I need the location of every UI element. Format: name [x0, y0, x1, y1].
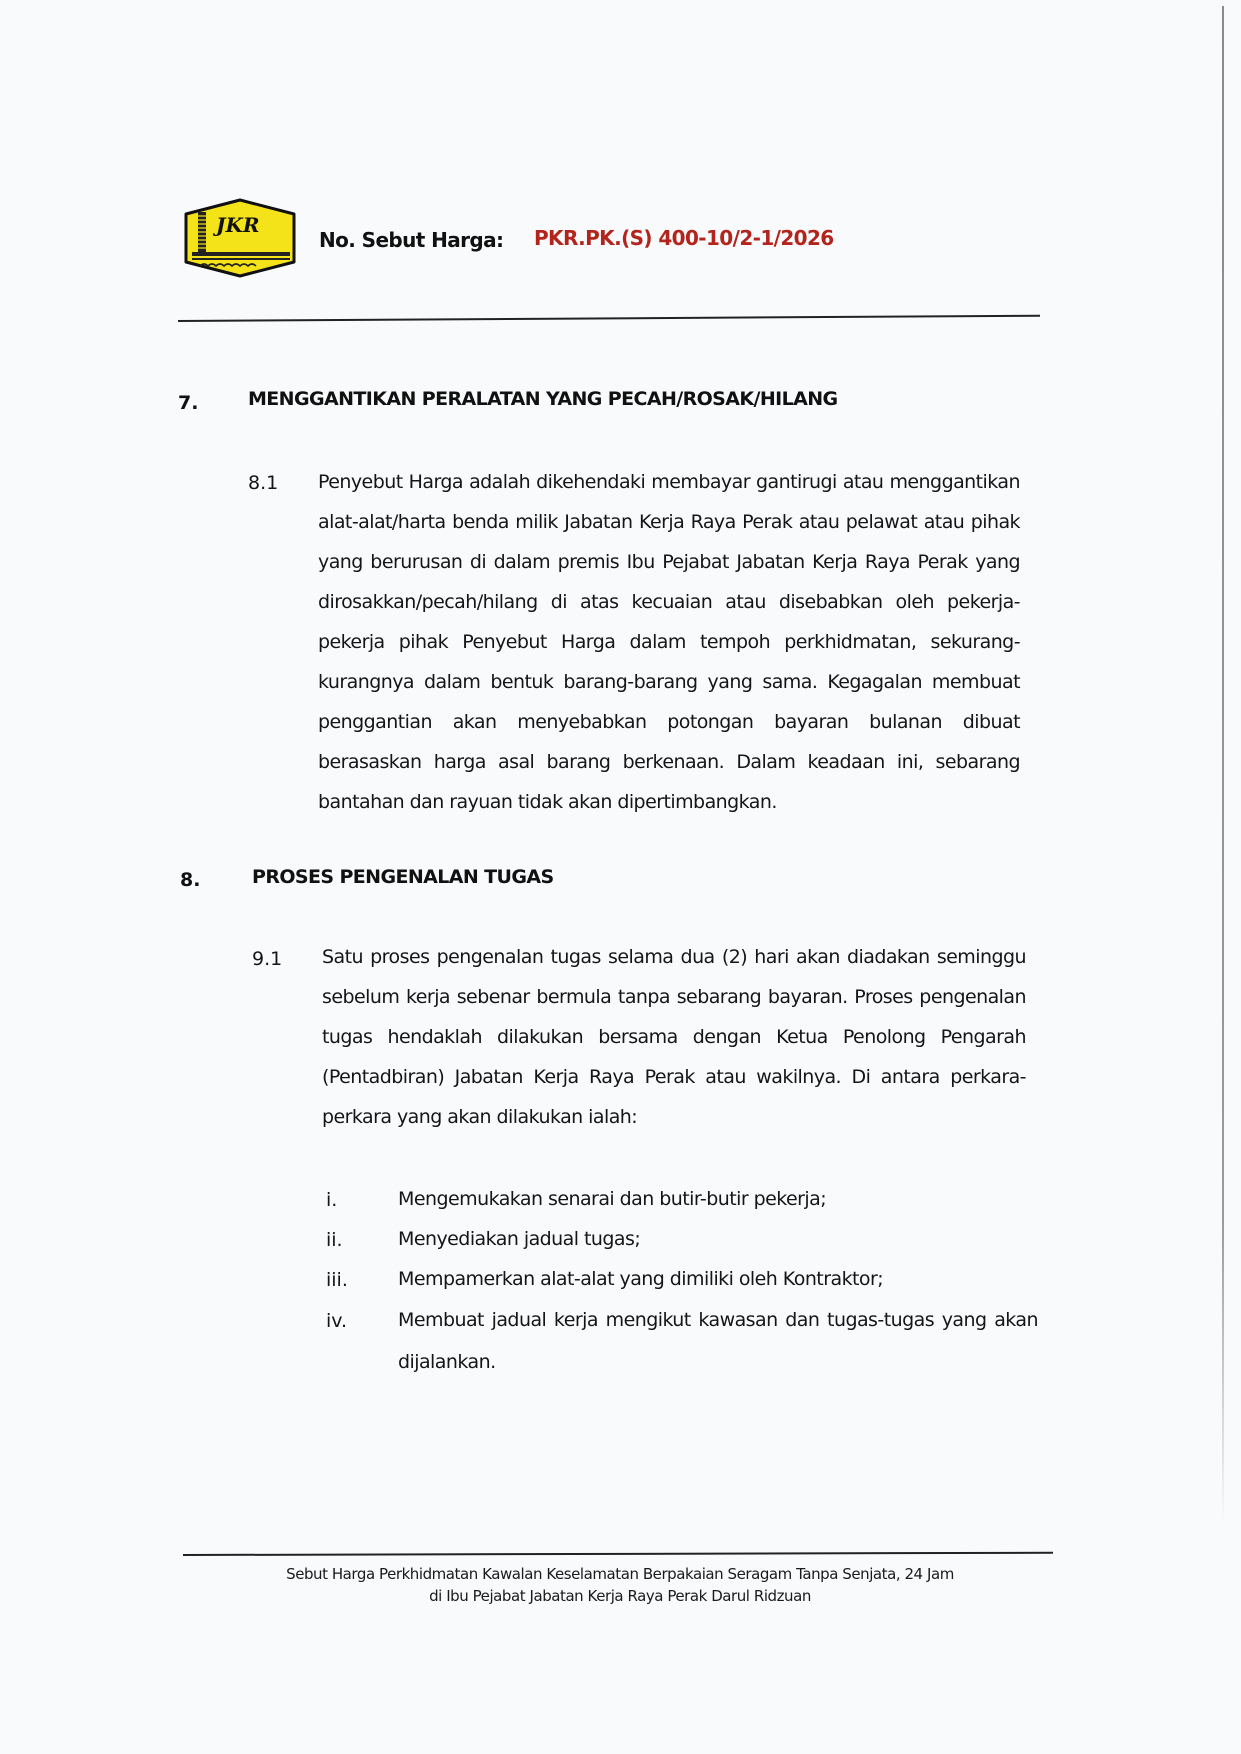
section-number: 7. [178, 392, 199, 414]
section-number: 8. [180, 869, 201, 891]
list-item-number: i. [326, 1189, 338, 1211]
jkr-logo-text: JKR [216, 213, 260, 237]
jkr-logo [178, 198, 302, 278]
list-item-text: Membuat jadual kerja mengikut kawasan dan tugas-tugas yang akan dijalankan. [398, 1309, 1038, 1373]
list-item-number: iv. [326, 1310, 348, 1332]
scan-edge-line [1222, 6, 1224, 1526]
reference-label: No. Sebut Harga: [319, 228, 504, 252]
reference-number: PKR.PK.(S) 400-10/2-1/2026 [534, 226, 834, 250]
footer-line-2: di Ibu Pejabat Jabatan Kerja Raya Perak Darul Ridzuan [429, 1587, 811, 1605]
list-item-text: Mengemukakan senarai dan butir-butir pekerja; [398, 1188, 827, 1210]
paragraph-number: 8.1 [248, 472, 279, 494]
paragraph-text: Penyebut Harga adalah dikehendaki membayar gantirugi atau menggantikan alat-alat/harta benda milik Jabatan Kerja Raya Perak atau pelawat atau pihak yang berurusan di dalam premis Ibu Pejabat Jabatan Kerja Raya Perak yang dirosakkan/pecah/hilang di atas kecuaian atau disebabkan oleh pekerja-pekerja pihak Penyebut Harga dalam tempoh perkhidmatan, sekurang-kurangnya dalam bentuk barang-barang yang sama. Kegagalan membuat penggantian akan menyebabkan potongan bayaran bulanan dibuat berasaskan harga asal barang berkenaan. Dalam keadaan ini, sebarang bantahan dan rayuan tidak akan dipertimbangkan. [318, 471, 1020, 813]
section-heading: PROSES PENGENALAN TUGAS [252, 866, 554, 888]
section-heading: MENGGANTIKAN PERALATAN YANG PECAH/ROSAK/HILANG [248, 388, 838, 410]
header-divider [178, 315, 1040, 322]
paragraph-text: Satu proses pengenalan tugas selama dua (2) hari akan diadakan seminggu sebelum kerja sebenar bermula tanpa sebarang bayaran. Proses pengenalan tugas hendaklah dilakukan bersama dengan Ketua Penolong Pengarah (Pentadbiran) Jabatan Kerja Raya Perak atau wakilnya. Di antara perkara-perkara yang akan dilakukan ialah: [322, 946, 1026, 1128]
list-item-text: Menyediakan jadual tugas; [398, 1228, 641, 1250]
list-item-number: ii. [326, 1229, 343, 1251]
list-item-text: Mempamerkan alat-alat yang dimiliki oleh Kontraktor; [398, 1268, 884, 1290]
list-item-number: iii. [326, 1269, 348, 1291]
paragraph-number: 9.1 [252, 948, 283, 970]
footer-line-1: Sebut Harga Perkhidmatan Kawalan Keselamatan Berpakaian Seragam Tanpa Senjata, 24 Jam [286, 1565, 954, 1583]
footer-divider [183, 1552, 1053, 1556]
